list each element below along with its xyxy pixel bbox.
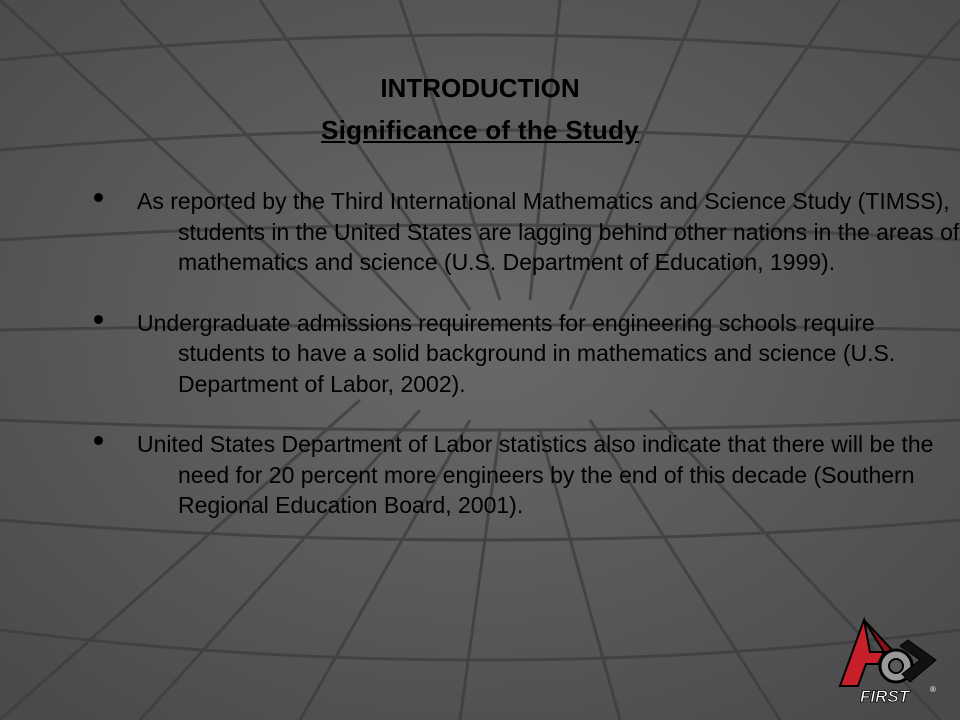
bullet-item xyxy=(0,429,960,521)
bullet-text: As reported by the Third International Mathematics and Science Study (TIMSS), students in the United States are lagging behind other nations in the areas of mathematics and science (U.S. Department of Education, 1999). xyxy=(137,188,960,275)
bullet-dot-icon xyxy=(94,436,103,445)
logo-wordmark: FIRST xyxy=(860,687,910,706)
bullet-text: United States Department of Labor statistics also indicate that there will be the need for 20 percent more engineers by the end of this decade (Southern Regional Education Board, 2001). xyxy=(137,431,934,518)
slide-title: INTRODUCTION xyxy=(380,73,580,103)
bullet-text: Undergraduate admissions requirements for engineering schools require students to have a solid background in mathematics and science (U.S. Department of Labor, 2002). xyxy=(137,309,896,397)
bullet-item xyxy=(0,186,960,278)
first-logo xyxy=(838,616,948,708)
logo-registered-mark: ® xyxy=(930,685,936,694)
bullet-list xyxy=(0,186,960,551)
bullet-dot-icon xyxy=(94,193,103,202)
bullet-item xyxy=(0,308,960,400)
bullet-dot-icon xyxy=(94,315,103,324)
slide-subtitle: Significance of the Study xyxy=(320,115,640,145)
